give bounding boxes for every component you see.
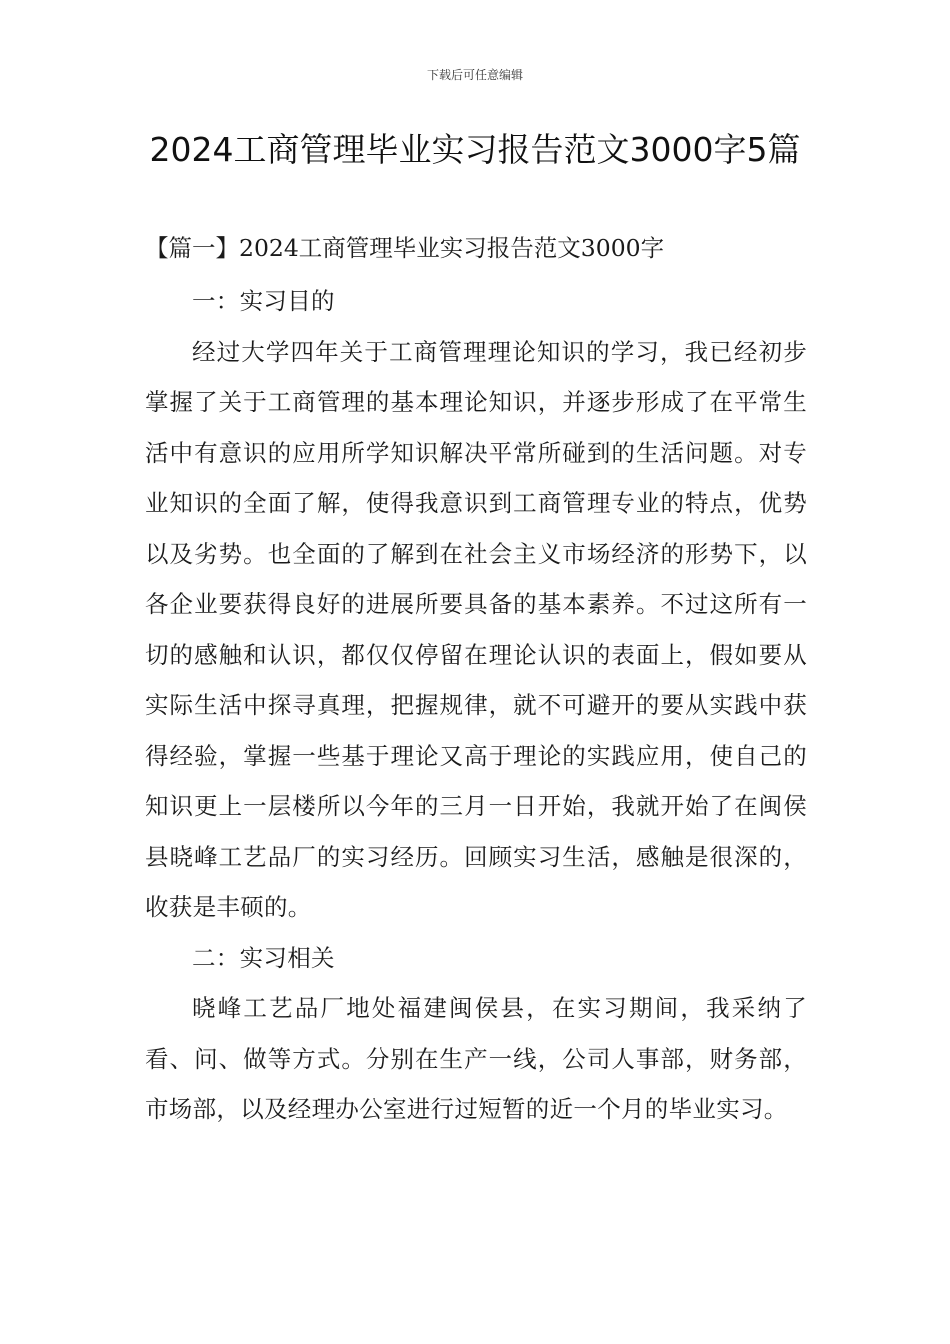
- document-title: 2024工商管理毕业实习报告范文3000字5篇: [149, 130, 801, 169]
- heading-related: 二：实习相关: [192, 943, 335, 972]
- paragraph-purpose: 经过大学四年关于工商管理理论知识的学习，我已经初步掌握了关于工商管理的基本理论知识，并逐步形成了在平常生活中有意识的应用所学知识解决平常所碰到的生活问题。对专业知识的全面了解，使得我意识到工商管理专业的特点，优势以及劣势。也全面的了解到在社会主义市场经济的形势下，以各企业要获得良好的进展所要具备的基本素养。不过这所有一切的感触和认识，都仅仅停留在理论认识的表面上，假如要从实际生活中探寻真理，把握规律，就不可避开的要从实践中获得经验，掌握一些基于理论又高于理论的实践应用，使自己的知识更上一层楼所以今年的三月一日开始，我就开始了在闽侯县晓峰工艺品厂的实习经历。回顾实习生活，感触是很深的，收获是丰硕的。: [145, 337, 807, 921]
- header-note: 下载后可任意编辑: [426, 68, 523, 82]
- section-title: 【篇一】2024工商管理毕业实习报告范文3000字: [145, 234, 665, 262]
- heading-purpose: 一：实习目的: [192, 287, 335, 315]
- document-body: [145, 276, 807, 1135]
- paragraph-related: 晓峰工艺品厂地处福建闽侯县，在实习期间，我采纳了看、问、做等方式。分别在生产一线，公司人事部，财务部，市场部，以及经理办公室进行过短暂的近一个月的毕业实习。: [145, 994, 807, 1123]
